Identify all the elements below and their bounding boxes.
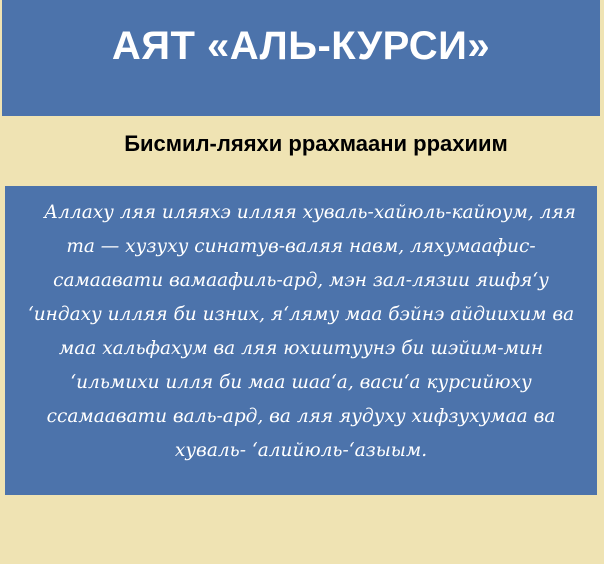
ayat-text-panel [5, 186, 597, 495]
title-banner [2, 0, 600, 116]
ayat-text: Аллаху ляя иляяхэ илляя хуваль-хайюль-кайюум, ляя та — хузуху синатув-валяя навм, ляхумаафис-самаавати вамаафиль-ард, мэн зал-лязии яшфя‘у ‘индаху илляя би изних, я‘ляму маа бэйнэ айдиихим ва маа хальфахум ва ляя юхиитуунэ би шэйим-мин ‘ильмихи илля би маа шаа‘а, васи‘а курсийюху ссамаавати валь-ард, ва ляя яудуху хифзухумаа ва хуваль- ‘алийюль-‘азыым. [27, 202, 576, 461]
page-title: АЯТ «АЛЬ-КУРСИ» [111, 24, 491, 68]
bismillah-subtitle: Бисмил-ляяхи ррахмаани ррахиим [124, 131, 508, 156]
